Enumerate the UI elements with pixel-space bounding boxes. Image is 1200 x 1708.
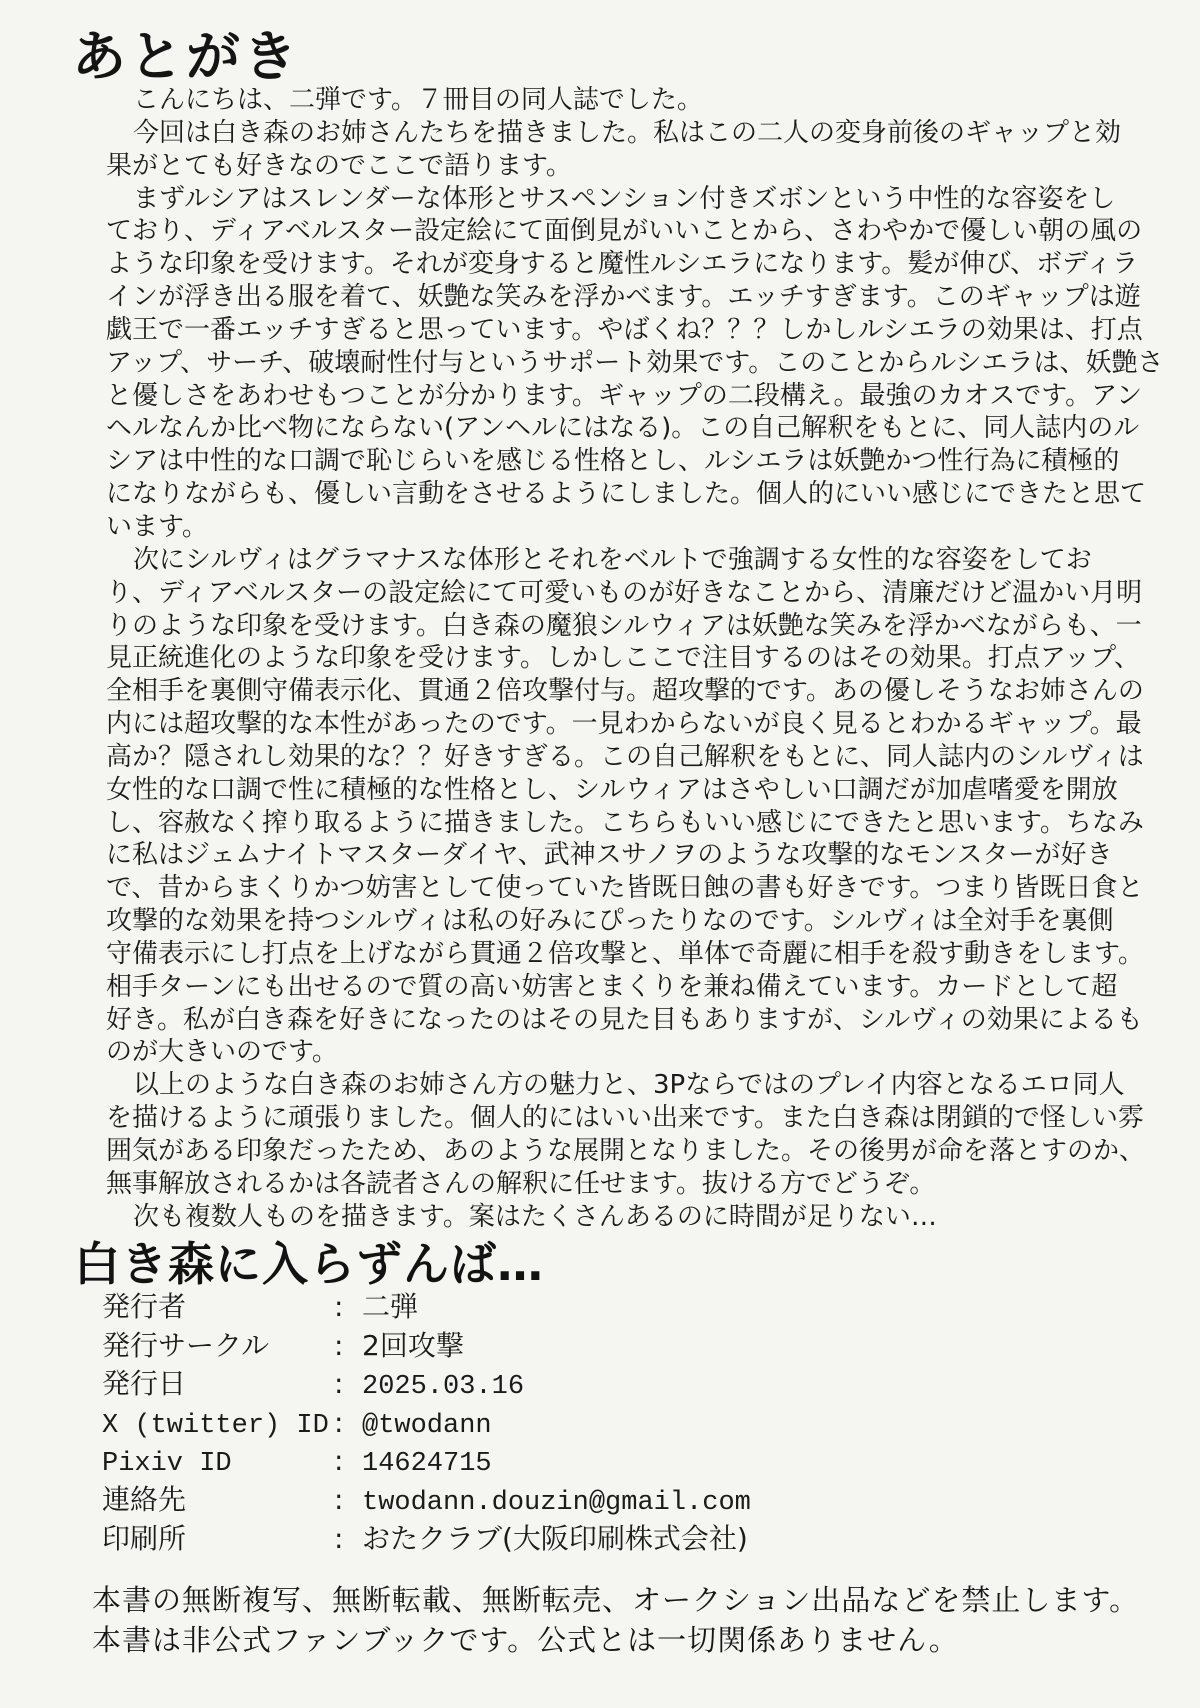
colophon-label: 連絡先	[102, 1482, 187, 1516]
colophon-value: 14624715	[362, 1449, 492, 1480]
colophon-colon: :	[334, 1290, 344, 1323]
text-line: を描けるように頑張りました。個人的にはいい出来です。また白き森は閉鎖的で怪しい雰	[106, 1103, 1144, 1134]
text-line: 無事解放されるかは各読者さんの解釈に任せます。抜ける方でどうぞ。	[106, 1168, 936, 1199]
text-line: 守備表示にし打点を上げながら貫通２倍攻撃と、単体で奇麗に相手を殺す動きをします。	[106, 938, 1144, 969]
colophon-value: 2025.03.16	[362, 1372, 525, 1403]
colophon-value: 2回攻撃	[362, 1328, 464, 1362]
disclaimer-line: 本書の無断複写、無断転載、無断転売、オークション出品などを禁止します。	[92, 1583, 1140, 1617]
text-line: りのような印象を受けます。白き森の魔狼シルウィアは妖艶な笑みを浮かべながらも、一	[106, 610, 1142, 641]
colophon-row	[102, 1365, 1102, 1404]
colophon-colon: :	[334, 1521, 344, 1555]
colophon-row	[102, 1442, 1102, 1481]
text-line: と優しさをあわせもつことが分かります。ギャップの二段構え。最強のカオスです。アン	[106, 380, 1143, 411]
colophon-row	[102, 1327, 1102, 1366]
text-line: 内には超攻撃的な本性があったのです。一見わからないが良く見るとわかるギャップ。最	[106, 709, 1142, 740]
text-line: り、ディアベルスターの設定絵にて可愛いものが好きなことから、清廉だけど温かい月明	[106, 577, 1143, 608]
paragraph	[106, 84, 1181, 117]
text-line: 次も複数人ものを描きます。案はたくさんあるのに時間が足りない…	[133, 1201, 937, 1232]
text-line: シアは中性的な口調で恥じらいを感じる性格とし、ルシエラは妖艶かつ性行為に積極的	[106, 446, 1120, 477]
colophon-label: 発行者	[102, 1290, 187, 1323]
paragraph	[106, 1069, 1181, 1200]
colophon-row	[102, 1481, 1102, 1520]
text-line: 果がとても好きなのでここで語ります。	[106, 150, 572, 181]
afterword-body	[106, 84, 1181, 1234]
page-title: あとがき	[72, 25, 300, 88]
colophon-value: おたクラブ(大阪印刷株式会社)	[362, 1521, 748, 1555]
text-line: で、昔からまくりかつ妨害として使っていた皆既日蝕の書も好きです。つまり皆既日食と	[106, 873, 1144, 904]
text-line: のが大きいのです。	[106, 1037, 338, 1068]
text-line: し、容赦なく搾り取るように描きました。こちらもいい感じにできたと思います。ちなみ	[106, 807, 1144, 838]
text-line: 以上のような白き森のお姉さん方の魅力と、3Pならではのプレイ内容となるエロ同人	[133, 1070, 1125, 1101]
disclaimer-line: 本書は非公式ファンブックです。公式とは一切関係ありません。	[92, 1623, 959, 1657]
paragraph	[106, 183, 1181, 544]
colophon-colon: :	[334, 1328, 344, 1362]
text-line: アップ、サーチ、破壊耐性付与というサポート効果です。このことからルシエラは、妖艶さ	[106, 347, 1164, 378]
text-line: 見正統進化のような印象を受けます。しかしここで注目するのはその効果。打点アップ、	[106, 643, 1141, 674]
colophon-colon: :	[334, 1367, 344, 1401]
colophon-row	[102, 1520, 1102, 1559]
colophon-label: 発行サークル	[102, 1328, 270, 1362]
text-line: 攻撃的な効果を持つシルヴィは私の好みにぴったりなのです。シルヴィは全対手を裏側	[106, 906, 1114, 937]
text-line: 女性的な口調で性に積極的な性格とし、シルウィアはさやしい口調だが加虐嗜愛を開放	[106, 774, 1118, 805]
text-line: 好き。私が白き森を好きになったのはその見た目もありますが、シルヴィの効果によるも	[106, 1004, 1143, 1035]
paragraph	[106, 117, 1181, 183]
colophon-colon: :	[334, 1405, 344, 1439]
text-line: 戯王で一番エッチすぎると思っています。やばくね？？？しかしルシエラの効果は、打点	[106, 314, 1143, 345]
disclaimer	[92, 1580, 1152, 1660]
colophon-label: 発行日	[102, 1367, 187, 1401]
colophon-value: @twodann	[362, 1410, 492, 1441]
book-title: 白き森に入らずんば…	[74, 1237, 544, 1291]
paragraph	[106, 544, 1181, 1070]
colophon-colon: :	[334, 1482, 344, 1516]
text-line: ような印象を受けます。それが変身すると魔性ルシエラになります。髪が伸び、ボディラ	[106, 249, 1139, 280]
colophon-colon: :	[334, 1444, 344, 1478]
colophon-value: 二弾	[362, 1290, 419, 1323]
text-line: に私はジェムナイトマスターダイヤ、武神スサノヲのような攻撃的なモンスターが好き	[106, 840, 1113, 871]
colophon-label: 印刷所	[102, 1521, 187, 1555]
text-line: 高か？隠されし効果的な？？好きすぎる。この自己解釈をもとに、同人誌内のシルヴィは	[106, 741, 1144, 772]
colophon-row	[102, 1404, 1102, 1443]
text-line: ヘルなんか比べ物にならない(アンヘルにはなる)。この自己解釈をもとに、同人誌内のル	[106, 413, 1140, 444]
text-line: になりながらも、優しい言動をさせるようにしました。個人的にいい感じにできたと思て	[106, 479, 1147, 510]
text-line: 全相手を裏側守備表示化、貫通２倍攻撃付与。超攻撃的です。あの優しそうなお姉さんの	[106, 676, 1144, 707]
colophon-value: twodann.douzin@gmail.com	[362, 1487, 751, 1518]
text-line: こんにちは、二弾です。７冊目の同人誌でした。	[133, 85, 703, 115]
text-line: 今回は白き森のお姉さんたちを描きました。私はこの二人の変身前後のギャップと効	[133, 117, 1122, 148]
text-line: 相手ターンにも出せるので質の高い妨害とまくりを兼ね備えています。カードとして超	[106, 971, 1118, 1002]
text-line: います。	[106, 511, 208, 542]
text-line: 次にシルヴィはグラマナスな体形とそれをベルトで強調する女性的な容姿をしてお	[133, 544, 1092, 575]
text-line: インが浮き出る服を着て、妖艶な笑みを浮かべます。エッチすぎます。このギャップは遊	[106, 282, 1141, 313]
text-line: ており、ディアベルスター設定絵にて面倒見がいいことから、さわやかで優しい朝の風の	[106, 216, 1143, 247]
colophon-label: X (twitter) ID	[102, 1410, 329, 1441]
colophon	[102, 1288, 1102, 1558]
text-line: まずルシアはスレンダーな体形とサスペンション付きズボンという中性的な容姿をし	[133, 183, 1116, 214]
colophon-row	[102, 1288, 1102, 1327]
colophon-label: Pixiv ID	[102, 1449, 232, 1480]
text-line: 囲気がある印象だったため、あのような展開となりました。その後男が命を落とすのか、	[106, 1136, 1145, 1166]
